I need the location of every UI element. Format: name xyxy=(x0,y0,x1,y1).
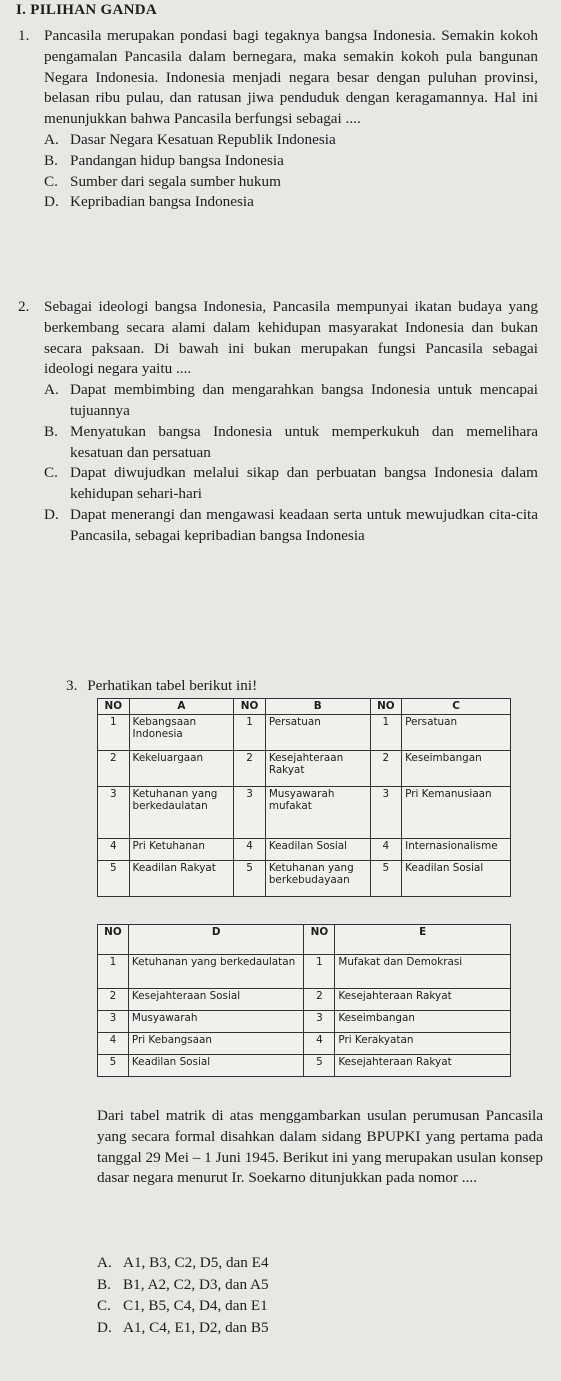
table-cell: 3 xyxy=(370,786,402,838)
table-row xyxy=(98,1033,511,1055)
table-cell: Ketuhanan yang berkedaulatan xyxy=(129,786,234,838)
column-header: NO xyxy=(370,699,402,715)
question-stem: Pancasila merupakan pondasi bagi tegaknya bangsa Indonesia. Semakin kokoh pengamalan Pancasila dalam bernegara, maka semakin kokoh pula bangunan Negara Indonesia. Indonesia menjadi negara besar dengan puluhan provinsi, belasan ribu pulau, dan ratusan jiwa penduduk dengan keragamannya. Hal ini menunjukkan bahwa Pancasila berfungsi sebagai .... xyxy=(44,27,538,128)
table-cell: Pri Kebangsaan xyxy=(128,1033,304,1055)
table-cell: 1 xyxy=(304,955,335,989)
question-number: 3. xyxy=(66,677,78,694)
table-cell: Ketuhanan yang berkebudayaan xyxy=(265,860,370,896)
option-d[interactable] xyxy=(44,505,538,547)
option-text: Dapat menerangi dan mengawasi keadaan serta untuk mewujudkan cita-cita Pancasila, sebagai kepribadian bangsa Indonesia xyxy=(70,505,538,544)
column-header: B xyxy=(265,699,370,715)
question-number: 2. xyxy=(18,298,30,315)
table-cell: 5 xyxy=(98,860,130,896)
table-cell: 3 xyxy=(98,786,130,838)
table-cell: Kekeluargaan xyxy=(129,750,234,786)
option-letter: C. xyxy=(97,1297,111,1314)
table-cell: Keadilan Sosial xyxy=(265,838,370,860)
column-header: NO xyxy=(98,925,129,955)
option-text: Dapat membimbing dan mengarahkan bangsa Indonesia untuk mencapai tujuannya xyxy=(70,381,538,419)
table-cell: 3 xyxy=(304,1011,335,1033)
table-cell: Pri Kerakyatan xyxy=(335,1033,511,1055)
table-cell: 2 xyxy=(98,750,130,786)
table-cell: Pri Kemanusiaan xyxy=(402,786,511,838)
table-cell: Kesejahteraan Rakyat xyxy=(335,989,511,1011)
table-cell: Keseimbangan xyxy=(335,1011,511,1033)
option-letter: C. xyxy=(44,464,58,482)
table-cell: 5 xyxy=(304,1055,335,1077)
option-letter: B. xyxy=(44,151,58,169)
option-text: Kepribadian bangsa Indonesia xyxy=(70,193,254,211)
table-row xyxy=(98,750,511,786)
table-cell: 2 xyxy=(370,750,402,786)
table-cell: 5 xyxy=(370,860,402,896)
table-header-row xyxy=(98,925,511,955)
option-text: A1, C4, E1, D2, dan B5 xyxy=(123,1318,269,1336)
question-2 xyxy=(18,297,538,547)
table-cell: Keadilan Rakyat xyxy=(129,860,234,896)
option-d[interactable] xyxy=(97,1317,537,1339)
table-cell: Musyawarah xyxy=(128,1011,304,1033)
column-header: E xyxy=(335,925,511,955)
option-a[interactable] xyxy=(44,130,538,151)
option-letter: B. xyxy=(44,422,58,440)
table-row xyxy=(98,989,511,1011)
option-a[interactable] xyxy=(44,380,538,422)
option-text: Sumber dari segala sumber hukum xyxy=(70,172,281,190)
options-list xyxy=(97,1252,537,1338)
option-letter: A. xyxy=(44,130,59,148)
table-cell: 3 xyxy=(98,1011,129,1033)
table-cell: Internasionalisme xyxy=(402,838,511,860)
option-text: Dapat diwujudkan melalui sikap dan perbuatan bangsa Indonesia dalam kehidupan sehari-hari xyxy=(70,464,538,503)
option-c[interactable] xyxy=(44,463,538,505)
option-c[interactable] xyxy=(44,172,538,193)
table-cell: 1 xyxy=(234,714,266,750)
question-number: 1. xyxy=(18,27,30,44)
table-cell: 4 xyxy=(234,838,266,860)
table-cell: 2 xyxy=(304,989,335,1011)
question-stem: Sebagai ideologi bangsa Indonesia, Pancasila mempunyai ikatan budaya yang berkembang secara alami dalam kehidupan masyarakat Indonesia dan bukan secara paksaan. Di bawah ini bukan merupakan fungsi Pancasila sebagai ideologi negara yaitu .... xyxy=(44,298,538,378)
table-cell: Musyawarah mufakat xyxy=(265,786,370,838)
matrix-table-abc xyxy=(97,698,511,897)
table-cell: 4 xyxy=(98,838,130,860)
table-cell: 3 xyxy=(234,786,266,838)
option-letter: D. xyxy=(97,1318,112,1336)
table-cell: 2 xyxy=(234,750,266,786)
question-1 xyxy=(18,26,538,213)
option-text: Pandangan hidup bangsa Indonesia xyxy=(70,151,284,169)
option-c[interactable] xyxy=(97,1295,537,1317)
option-b[interactable] xyxy=(44,151,538,172)
column-header: D xyxy=(128,925,304,955)
table-cell: Kebangsaan Indonesia xyxy=(129,714,234,750)
option-text: Menyatukan bangsa Indonesia untuk memperkukuh dan memelihara kesatuan dan persatuan xyxy=(70,422,538,461)
option-letter: C. xyxy=(44,172,58,190)
table-cell: 2 xyxy=(98,989,129,1011)
table-cell: Ketuhanan yang berkedaulatan xyxy=(128,955,304,989)
option-d[interactable] xyxy=(44,192,538,213)
table-cell: Keseimbangan xyxy=(402,750,511,786)
table-cell: Keadilan Sosial xyxy=(402,860,511,896)
table-header-row xyxy=(98,699,511,715)
column-header: NO xyxy=(304,925,335,955)
table-row xyxy=(98,838,511,860)
table-row xyxy=(98,1055,511,1077)
column-header: NO xyxy=(234,699,266,715)
table-cell: 1 xyxy=(370,714,402,750)
table-cell: Mufakat dan Demokrasi xyxy=(335,955,511,989)
table-cell: Persatuan xyxy=(265,714,370,750)
table-cell: Keadilan Sosial xyxy=(128,1055,304,1077)
options-list xyxy=(44,130,538,213)
table-row xyxy=(98,860,511,896)
table-cell: 5 xyxy=(234,860,266,896)
table-cell: Kesejahteraan Rakyat xyxy=(335,1055,511,1077)
table-cell: 4 xyxy=(98,1033,129,1055)
question-intro: Perhatikan tabel berikut ini! xyxy=(87,677,258,694)
option-letter: A. xyxy=(97,1254,112,1271)
question-3-stem: Dari tabel matrik di atas menggambarkan usulan perumusan Pancasila yang secara formal disahkan dalam sidang BPUPKI yang pertama pada tanggal 29 Mei – 1 Juni 1945. Berikut ini yang merupakan usulan konsep dasar negara menurut Ir. Soekarno ditunjukkan pada nomor .... xyxy=(97,1107,543,1187)
table-cell: Kesejahteraan Sosial xyxy=(128,989,304,1011)
option-a[interactable] xyxy=(97,1252,537,1274)
table-cell: 1 xyxy=(98,714,130,750)
option-text: A1, B3, C2, D5, dan E4 xyxy=(123,1254,269,1271)
option-b[interactable] xyxy=(44,422,538,464)
table-cell: Persatuan xyxy=(402,714,511,750)
option-text: C1, B5, C4, D4, dan E1 xyxy=(123,1297,268,1314)
option-text: Dasar Negara Kesatuan Republik Indonesia xyxy=(70,130,336,148)
table-row xyxy=(98,786,511,838)
table-cell: 5 xyxy=(98,1055,129,1077)
column-header: C xyxy=(402,699,511,715)
table-cell: Kesejahteraan Rakyat xyxy=(265,750,370,786)
question-3-header xyxy=(66,676,536,697)
table-row xyxy=(98,955,511,989)
column-header: A xyxy=(129,699,234,715)
matrix-table-de xyxy=(97,924,511,1077)
options-list xyxy=(44,380,538,546)
table-cell: 1 xyxy=(98,955,129,989)
option-letter: A. xyxy=(44,381,59,399)
option-text: B1, A2, C2, D3, dan A5 xyxy=(123,1275,269,1293)
table-row xyxy=(98,714,511,750)
option-letter: B. xyxy=(97,1275,111,1293)
table-cell: Pri Ketuhanan xyxy=(129,838,234,860)
option-letter: D. xyxy=(44,193,59,211)
table-row xyxy=(98,1011,511,1033)
column-header: NO xyxy=(98,699,130,715)
table-cell: 4 xyxy=(370,838,402,860)
option-letter: D. xyxy=(44,505,59,523)
table-cell: 4 xyxy=(304,1033,335,1055)
option-b[interactable] xyxy=(97,1274,537,1296)
section-title: I. PILIHAN GANDA xyxy=(16,2,158,18)
